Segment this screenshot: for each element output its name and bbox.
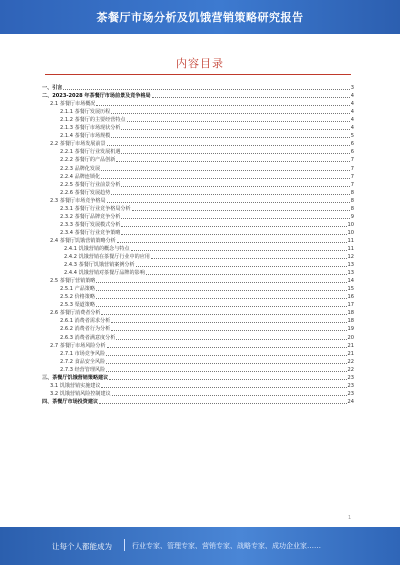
toc-entry-page: 8	[350, 205, 354, 212]
footer-divider	[124, 539, 125, 551]
toc-entry[interactable]	[42, 293, 354, 301]
toc-entry-page: 4	[350, 101, 354, 108]
toc-entry-text: 2.2.3 品牌化发展	[60, 165, 101, 172]
toc-entry-page: 4	[350, 125, 354, 132]
toc-leader-dots	[101, 314, 346, 315]
toc-entry-page: 7	[350, 165, 354, 172]
page-number: 1	[348, 515, 352, 521]
toc-leader-dots	[121, 218, 349, 219]
toc-leader-dots	[96, 290, 347, 291]
toc-entry[interactable]	[42, 358, 354, 366]
toc-entry-text: 2.3.1 茶餐厅行业竞争格局分析	[60, 205, 131, 212]
toc-entry[interactable]	[42, 317, 354, 325]
toc-entry-text: 2.7.3 经营管理风险	[60, 366, 106, 373]
toc-entry-page: 14	[347, 278, 354, 285]
toc-title-divider	[45, 74, 351, 75]
toc-leader-dots	[101, 178, 350, 179]
toc-leader-dots	[111, 194, 350, 195]
toc-leader-dots	[96, 105, 349, 106]
toc-entry[interactable]	[42, 189, 354, 197]
toc-title: 内容目录	[176, 57, 224, 70]
toc-entry[interactable]	[42, 156, 354, 164]
toc-entry-text: 2.2.4 品牌连锁化	[60, 173, 101, 180]
toc-entry-text: 3.1 饥饿营销实施建议	[50, 382, 101, 389]
toc-leader-dots	[106, 363, 346, 364]
toc-entry-text: 2.7.1 市场竞争风险	[60, 350, 106, 357]
toc-entry-page: 17	[347, 302, 354, 309]
toc-entry[interactable]	[42, 116, 354, 124]
toc-leader-dots	[111, 322, 346, 323]
toc-entry[interactable]	[42, 366, 354, 374]
toc-entry-page: 20	[347, 334, 354, 341]
toc-leader-dots	[99, 403, 346, 404]
toc-leader-dots	[63, 89, 349, 90]
toc-entry-text: 三、茶餐厅饥饿营销策略建议	[42, 374, 109, 381]
toc-entry[interactable]	[42, 181, 354, 189]
toc-entry-page: 9	[350, 213, 354, 220]
toc-entry-text: 2.1 茶餐厅市场概况	[50, 101, 96, 108]
toc-entry-text: 2.5 茶餐厅营销策略	[50, 278, 96, 285]
toc-entry[interactable]	[42, 148, 354, 156]
toc-leader-dots	[112, 395, 347, 396]
toc-entry[interactable]	[42, 245, 354, 253]
toc-entry-text: 2.6.2 消费者行为分析	[60, 326, 111, 333]
toc-entry[interactable]	[42, 229, 354, 237]
toc-leader-dots	[136, 266, 347, 267]
toc-entry[interactable]	[42, 84, 354, 92]
toc-entry-text: 2.4.2 饥饿营销在茶餐厅行业中的应用	[64, 254, 150, 261]
toc-entry-page: 23	[347, 374, 354, 381]
toc-entry-text: 2.7.2 食品安全风险	[60, 358, 106, 365]
toc-entry[interactable]	[42, 124, 354, 132]
toc-leader-dots	[111, 113, 350, 114]
toc-entry-text: 2.2.6 茶餐厅发展趋势	[60, 189, 111, 196]
toc-entry-text: 2.2.5 茶餐厅行业前景分析	[60, 181, 121, 188]
toc-entry-text: 2.5.3 渠道策略	[60, 302, 95, 309]
toc-leader-dots	[121, 129, 349, 130]
toc-entry-page: 3	[350, 85, 354, 92]
toc-entry[interactable]	[42, 237, 354, 245]
toc-entry-text: 2.5.2 价格策略	[60, 294, 95, 301]
toc-leader-dots	[121, 153, 349, 154]
toc-entry-text: 2.3.2 茶餐厅品牌竞争分析	[60, 213, 121, 220]
toc-entry-page: 23	[347, 390, 354, 397]
toc-entry-text: 2.2.2 茶餐厅的产品创新	[60, 157, 116, 164]
report-title: 茶餐厅市场分析及饥饿营销策略研究报告	[96, 11, 304, 24]
toc-entry-text: 2.3.4 茶餐厅行业竞争策略	[60, 229, 121, 236]
toc-leader-dots	[121, 234, 346, 235]
toc-leader-dots	[101, 170, 350, 171]
toc-entry-text: 一、引言	[42, 85, 63, 92]
toc-entry[interactable]	[42, 221, 354, 229]
toc-entry-page: 19	[347, 326, 354, 333]
toc-entry-page: 10	[347, 221, 354, 228]
toc-leader-dots	[96, 282, 346, 283]
toc-leader-dots	[101, 387, 346, 388]
toc-entry-text: 2.3 茶餐厅市场竞争格局	[50, 197, 106, 204]
toc-leader-dots	[106, 371, 346, 372]
toc-entry[interactable]	[42, 173, 354, 181]
toc-entry[interactable]	[42, 374, 354, 382]
toc-entry[interactable]	[42, 333, 354, 341]
toc-entry[interactable]	[42, 398, 354, 406]
toc-entry-page: 22	[347, 366, 354, 373]
toc-entry[interactable]	[42, 164, 354, 172]
toc-entry-text: 2.1.1 茶餐厅发展历程	[60, 109, 111, 116]
toc-entry[interactable]	[42, 100, 354, 108]
toc-entry-text: 四、茶餐厅市场投资建议	[42, 398, 99, 405]
table-of-contents	[42, 84, 354, 504]
toc-leader-dots	[116, 339, 346, 340]
toc-entry-text: 二、2023-2028 年茶餐厅市场前景及竞争格局	[42, 93, 151, 100]
toc-entry-text: 2.6.1 消费者需求分析	[60, 318, 111, 325]
toc-entry-page: 15	[347, 286, 354, 293]
toc-entry[interactable]	[42, 197, 354, 205]
toc-entry[interactable]	[42, 132, 354, 140]
toc-entry-text: 2.1.4 茶餐厅市场规模	[60, 133, 111, 140]
toc-entry-page: 5	[350, 133, 354, 140]
toc-entry-page: 21	[347, 350, 354, 357]
toc-leader-dots	[146, 274, 347, 275]
toc-leader-dots	[117, 242, 347, 243]
toc-entry[interactable]	[42, 342, 354, 350]
toc-entry-text: 2.2.1 茶餐厅行业发展机遇	[60, 149, 121, 156]
toc-entry-text: 2.4.1 饥饿营销的概念与特点	[64, 245, 130, 252]
toc-entry-text: 2.7 茶餐厅市场风险分析	[50, 342, 106, 349]
toc-entry-text: 3.2 饥饿营销风险控制建议	[50, 390, 111, 397]
toc-entry-text: 2.4.4 饥饿营销对茶餐厅品牌的影响	[64, 270, 145, 277]
toc-leader-dots	[107, 145, 350, 146]
header-banner	[0, 0, 400, 34]
toc-entry[interactable]	[42, 269, 354, 277]
toc-entry[interactable]	[42, 382, 354, 390]
toc-entry-page: 24	[347, 398, 354, 405]
toc-entry-page: 18	[347, 318, 354, 325]
toc-leader-dots	[106, 355, 346, 356]
toc-entry-text: 2.1.3 茶餐厅市场现状分析	[60, 125, 121, 132]
toc-entry[interactable]	[42, 205, 354, 213]
toc-leader-dots	[107, 347, 347, 348]
toc-entry[interactable]	[42, 285, 354, 293]
toc-entry[interactable]	[42, 350, 354, 358]
toc-entry-text: 2.3.3 茶餐厅发展模式分析	[60, 221, 121, 228]
toc-entry-text: 2.4 茶餐厅饥饿营销策略分析	[50, 237, 116, 244]
toc-entry-page: 4	[350, 109, 354, 116]
footer-slogan: 让每个人都能成为	[52, 542, 112, 551]
toc-leader-dots	[131, 250, 347, 251]
toc-entry-text: 2.2 茶餐厅市场发展前景	[50, 141, 106, 148]
toc-leader-dots	[121, 226, 346, 227]
toc-leader-dots	[96, 306, 347, 307]
toc-entry-page: 11	[347, 237, 354, 244]
toc-leader-dots	[111, 137, 350, 138]
toc-entry-page: 7	[350, 157, 354, 164]
toc-leader-dots	[132, 210, 350, 211]
toc-entry-page: 11	[347, 245, 354, 252]
toc-entry-page: 12	[347, 254, 354, 261]
toc-entry-page: 23	[347, 382, 354, 389]
toc-leader-dots	[127, 121, 350, 122]
toc-entry[interactable]	[42, 140, 354, 148]
toc-entry-text: 2.6.3 消费者满意度分析	[60, 334, 116, 341]
toc-entry-page: 18	[347, 310, 354, 317]
toc-entry-text: 2.4.3 茶餐厅饥饿营销案例分析	[64, 262, 135, 269]
toc-entry-page: 7	[350, 173, 354, 180]
toc-entry-page: 10	[347, 229, 354, 236]
toc-entry[interactable]	[42, 261, 354, 269]
toc-leader-dots	[121, 186, 349, 187]
toc-entry[interactable]	[42, 92, 354, 100]
toc-entry[interactable]	[42, 301, 354, 309]
toc-entry-page: 13	[347, 262, 354, 269]
toc-entry-page: 16	[347, 294, 354, 301]
toc-entry[interactable]	[42, 325, 354, 333]
footer-banner	[0, 527, 400, 565]
toc-entry-text: 2.6 茶餐厅消费者分析	[50, 310, 101, 317]
toc-leader-dots	[111, 330, 346, 331]
toc-entry-text: 2.1.2 茶餐厅的主要经营特点	[60, 117, 126, 124]
toc-leader-dots	[107, 202, 350, 203]
toc-entry-page: 4	[350, 93, 354, 100]
toc-leader-dots	[109, 379, 346, 380]
toc-leader-dots	[151, 258, 347, 259]
toc-leader-dots	[152, 97, 350, 98]
toc-entry-page: 6	[350, 149, 354, 156]
toc-entry[interactable]	[42, 390, 354, 398]
toc-entry-page: 21	[347, 342, 354, 349]
toc-entry-page: 13	[347, 270, 354, 277]
toc-entry-page: 4	[350, 117, 354, 124]
toc-entry[interactable]	[42, 277, 354, 285]
toc-entry-page: 22	[347, 358, 354, 365]
toc-entry-page: 8	[350, 189, 354, 196]
toc-entry-page: 6	[350, 141, 354, 148]
toc-entry-text: 2.5.1 产品策略	[60, 286, 95, 293]
toc-leader-dots	[116, 161, 349, 162]
toc-entry[interactable]	[42, 108, 354, 116]
toc-entry-page: 7	[350, 181, 354, 188]
toc-entry[interactable]	[42, 213, 354, 221]
toc-entry-page: 8	[350, 197, 354, 204]
toc-entry[interactable]	[42, 309, 354, 317]
footer-tagline: 行业专家、管理专家、营销专家、战略专家、成功企业家……	[132, 542, 321, 550]
toc-entry[interactable]	[42, 253, 354, 261]
toc-leader-dots	[96, 298, 347, 299]
